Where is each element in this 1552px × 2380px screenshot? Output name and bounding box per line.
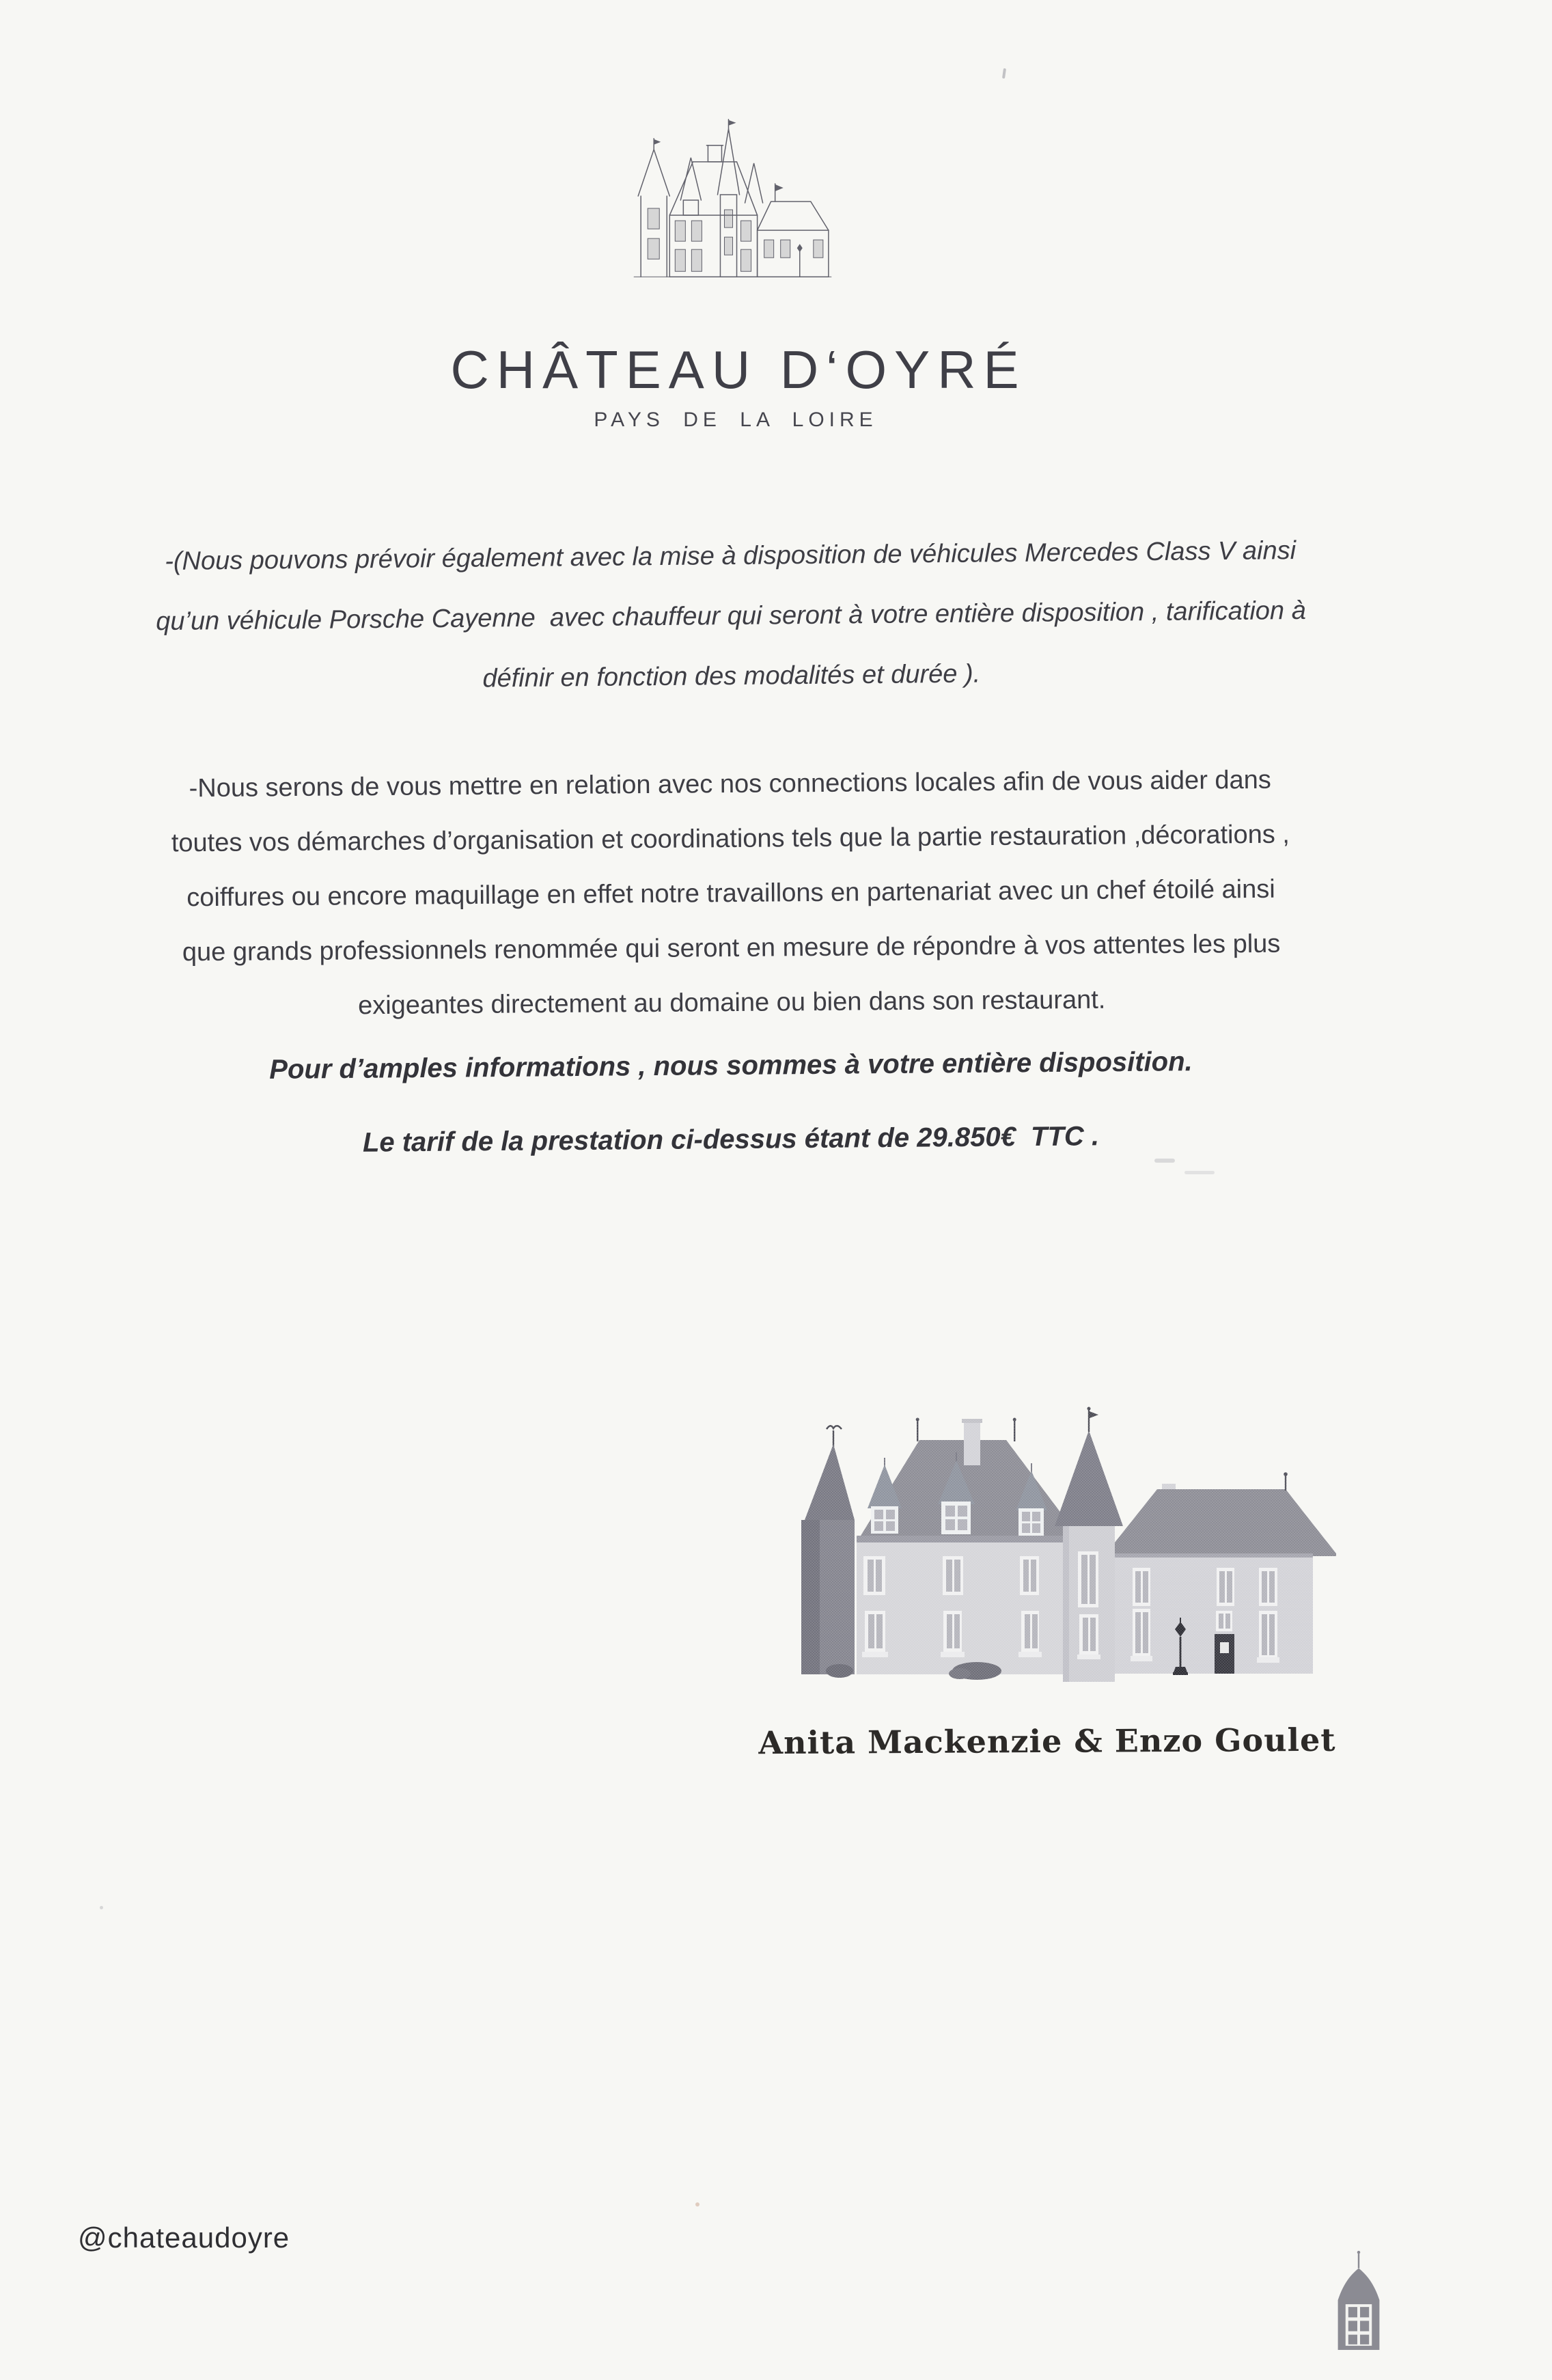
scan-speck bbox=[100, 1906, 103, 1909]
paragraph-line: définir en fonction des modalités et durée ). bbox=[482, 659, 981, 693]
paragraph-line: toutes vos démarches d’organisation et coordinations tels que la partie restauration ,décorations , bbox=[171, 820, 1290, 858]
price-statement: Le tarif de la prestation ci-dessus étant de 29.850€ TTC . bbox=[362, 1121, 1100, 1158]
chateau-facade-illustration bbox=[791, 1405, 1359, 1682]
vehicle-note-paragraph bbox=[0, 519, 1463, 714]
social-handle: @chateaudoyre bbox=[78, 2222, 290, 2254]
paragraph-line: -Nous serons de vous mettre en relation avec nos connections locales afin de vous aider dans bbox=[189, 765, 1272, 803]
paragraph-line: exigeantes directement au domaine ou bien dans son restaurant. bbox=[357, 985, 1106, 1021]
scan-speck bbox=[695, 2202, 699, 2206]
chateau-line-art-logo-icon bbox=[593, 117, 863, 288]
chateau-tower-icon-svg bbox=[1335, 2249, 1383, 2353]
paragraph-line: qu’un véhicule Porsche Cayenne avec chauffeur qui seront à votre entière disposition , tarification à bbox=[156, 596, 1306, 637]
contact-statement: Pour d’amples informations , nous sommes à votre entière disposition. bbox=[269, 1047, 1193, 1085]
paragraph-line: -(Nous pouvons prévoir également avec la mise à disposition de véhicules Mercedes Class V ainsi bbox=[165, 536, 1297, 576]
chateau-tower-icon bbox=[1335, 2249, 1383, 2353]
halftone-texture bbox=[791, 1405, 1359, 1682]
services-note-paragraph bbox=[0, 751, 1463, 1036]
paragraph-line: que grands professionnels renommée qui seront en mesure de répondre à vos attentes les plus bbox=[182, 929, 1281, 967]
scan-speck bbox=[1154, 1159, 1175, 1163]
scan-speck bbox=[1184, 1171, 1215, 1174]
page-title: CHÂTEAU D‘OYRÉ bbox=[450, 340, 1027, 400]
signature-names: Anita Mackenzie & Enzo Goulet bbox=[758, 1721, 1336, 1762]
chateau-facade-illustration-svg bbox=[791, 1405, 1359, 1682]
page-subtitle: PAYS DE LA LOIRE bbox=[594, 409, 878, 431]
paragraph-line: coiffures ou encore maquillage en effet notre travaillons en partenariat avec un chef étoilé ainsi bbox=[186, 874, 1275, 913]
chateau-line-art-logo-svg bbox=[593, 117, 863, 288]
scan-speck bbox=[1002, 68, 1006, 79]
